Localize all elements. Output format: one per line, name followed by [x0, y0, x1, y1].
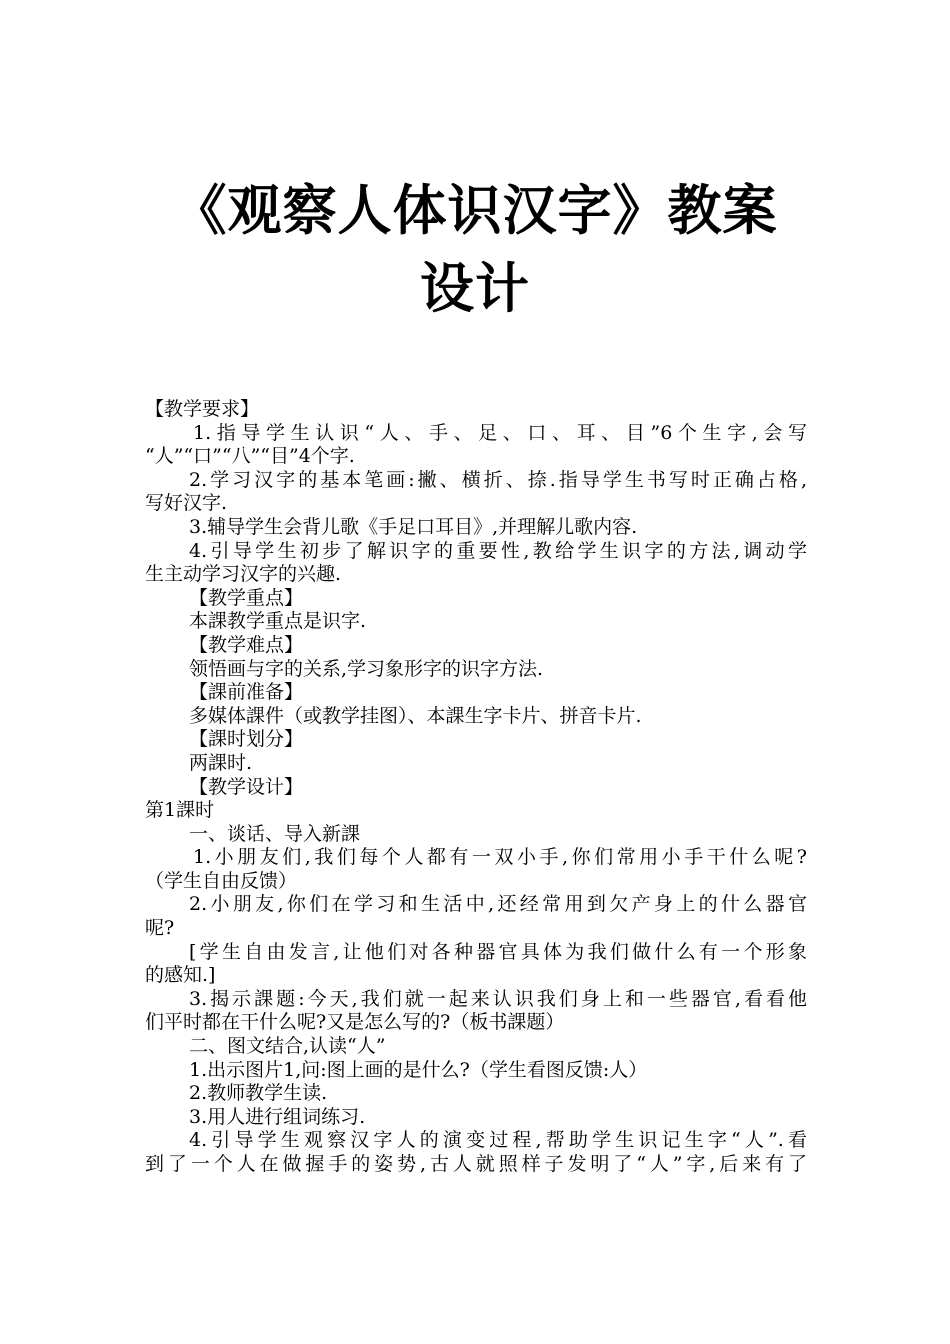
text-line: 3.揭示課题:今天,我们就一起来认识我们身上和一些器官,看看他 — [189, 987, 807, 1010]
text-line: 【教学难点】 — [189, 633, 304, 656]
text-line: 4.引导学生初步了解识字的重要性,教给学生识字的方法,调动学 — [189, 539, 807, 562]
text-line: [学生自由发言,让他们对各种器官具体为我们做什么有一个形象 — [189, 940, 807, 963]
text-line: 两課时. — [189, 751, 253, 774]
text-line: 3.用人进行组词练习. — [189, 1105, 366, 1128]
title-line: 设计 — [420, 257, 530, 320]
text-line: 呢? — [145, 917, 175, 940]
title-line: 《观察人体识汉字》教案 — [172, 179, 778, 242]
text-line: 领悟画与字的关系,学习象形字的识字方法. — [189, 657, 544, 680]
text-line: 3.辅导学生会背儿歌《手足口耳目》,并理解儿歌内容. — [189, 515, 638, 538]
text-line: （学生自由反馈） — [145, 869, 298, 892]
text-line: 【教学设计】 — [189, 775, 304, 798]
text-line: 2.学习汉字的基本笔画:撇、横折、捺.指导学生书写时正确占格, — [189, 468, 807, 491]
text-line: 1.小朋友们,我们每个人都有一双小手,你们常用小手干什么呢? — [193, 846, 807, 869]
text-line: 多媒体課件（或教学挂图）、本課生字卡片、拼音卡片. — [189, 704, 642, 727]
document-body — [145, 398, 807, 1177]
text-line: 二、图文结合,认读“人” — [189, 1035, 386, 1058]
text-line: 1.指导学生认识“人、手、足、口、耳、目”6个生字,会写 — [193, 421, 807, 444]
text-line: “人”“口”“八”“目”4个字. — [145, 445, 355, 468]
text-line: 们平时都在干什么呢?又是怎么写的?（板书課题） — [145, 1011, 565, 1034]
text-line: 一、谈话、导入新課 — [189, 822, 361, 845]
text-line: 2.教师教学生读. — [189, 1082, 328, 1105]
text-line: 的感知.] — [145, 964, 216, 987]
text-line: 本課教学重点是识字. — [189, 610, 367, 633]
text-line: 写好汉字. — [145, 492, 228, 515]
text-line: 第1課时 — [145, 799, 215, 822]
text-line: 生主动学习汉字的兴趣. — [145, 563, 342, 586]
document-title — [145, 172, 805, 328]
text-line: 【課时划分】 — [189, 728, 304, 751]
text-line: 4.引导学生观察汉字人的演变过程,帮助学生识记生字“人”.看 — [189, 1129, 807, 1152]
text-line: 【課前准备】 — [189, 681, 304, 704]
text-line: 【教学要求】 — [145, 398, 260, 420]
text-line: 【教学重点】 — [189, 586, 304, 609]
text-line: 2.小朋友,你们在学习和生活中,还经常用到欠产身上的什么器官 — [189, 893, 807, 916]
text-line: 到了一个人在做握手的姿势,古人就照样子发明了“人”字,后来有了 — [145, 1153, 807, 1175]
text-line: 1.出示图片1,问:图上画的是什么?（学生看图反馈:人） — [189, 1058, 648, 1081]
